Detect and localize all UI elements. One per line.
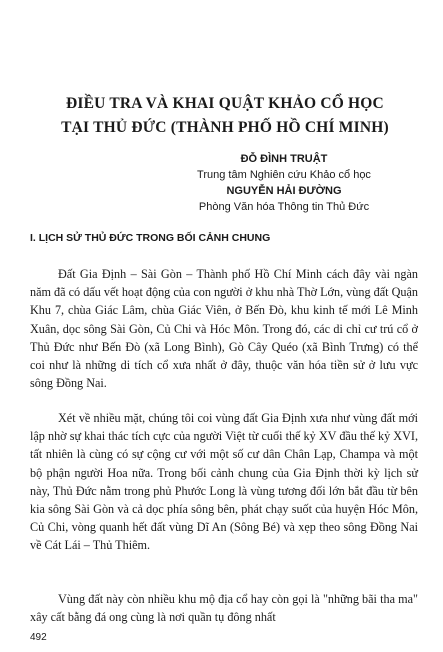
article-title-line-1: ĐIỀU TRA VÀ KHAI QUẬT KHẢO CỔ HỌC	[66, 95, 384, 112]
body-paragraph-3: Vùng đất này còn nhiều khu mộ địa cổ hay còn gọi là "những bãi tha ma" xây cất bằng đá ong cùng là nơi quần tụ đông nhất	[30, 592, 418, 625]
article-title-line-2: TẠI THỦ ĐỨC (THÀNH PHỐ HỒ CHÍ MINH)	[61, 119, 389, 136]
author-1-affiliation: Trung tâm Nghiên cứu Khảo cổ học	[197, 169, 371, 181]
author-2-name: NGUYỄN HẢI ĐƯỜNG	[226, 185, 342, 197]
author-1-name: ĐỖ ĐÌNH TRUẬT	[240, 153, 328, 165]
body-paragraph-1: Đất Gia Định – Sài Gòn – Thành phố Hồ Chí Minh cách đây vài ngàn năm đã có dấu vết hoạt động của con người ở khu nhà Thờ Lớn, vùng đất Quận Khu 7, chùa Giác Lâm, chùa Giác Viên, ở Bến Đò, khu kinh tế mới Lê Minh Xuân, dọc sông Sài Gòn, Củ Chi và Hóc Môn. Trong đó, các di chỉ cư trú cổ ở Thủ Đức như Bến Đò (xã Long Bình), Gò Cây Quéo (xã Bình Trưng) có thể coi như là những di tích cổ xưa nhất ở đây, thuộc văn hóa tiền sử ở lưu vực sông Đồng Nai.	[30, 267, 418, 391]
author-2-affiliation: Phòng Văn hóa Thông tin Thủ Đức	[198, 201, 370, 213]
page-number: 492	[30, 632, 47, 643]
body-paragraph-2: Xét về nhiều mặt, chúng tôi coi vùng đất Gia Định xưa như vùng đất mới lập nhờ sự khai thác tích cực của người Việt từ cuối thế kỷ XV đầu thế kỷ XVI, tất nhiên là cùng có sự cộng cư với một số cư dân Chân Lạp, Champa và một bộ phận người Hoa nữa. Trong bối cảnh chung của Gia Định thời kỳ lịch sử này, Thủ Đức nằm trong phủ Phước Long là vùng tương đối lớn bắt đầu từ bên kia sông Sài Gòn và cả dọc phía sông bên, phát chạy suốt của huyện Hóc Môn, Củ Chi, vòng quanh hết đất vùng Dĩ An (Sông Bé) và xẹp theo sông Đồng Nai về Cát Lái – Thủ Thiêm.	[30, 411, 418, 553]
section-heading: I. LỊCH SỬ THỦ ĐỨC TRONG BỐI CẢNH CHUNG	[30, 232, 271, 244]
